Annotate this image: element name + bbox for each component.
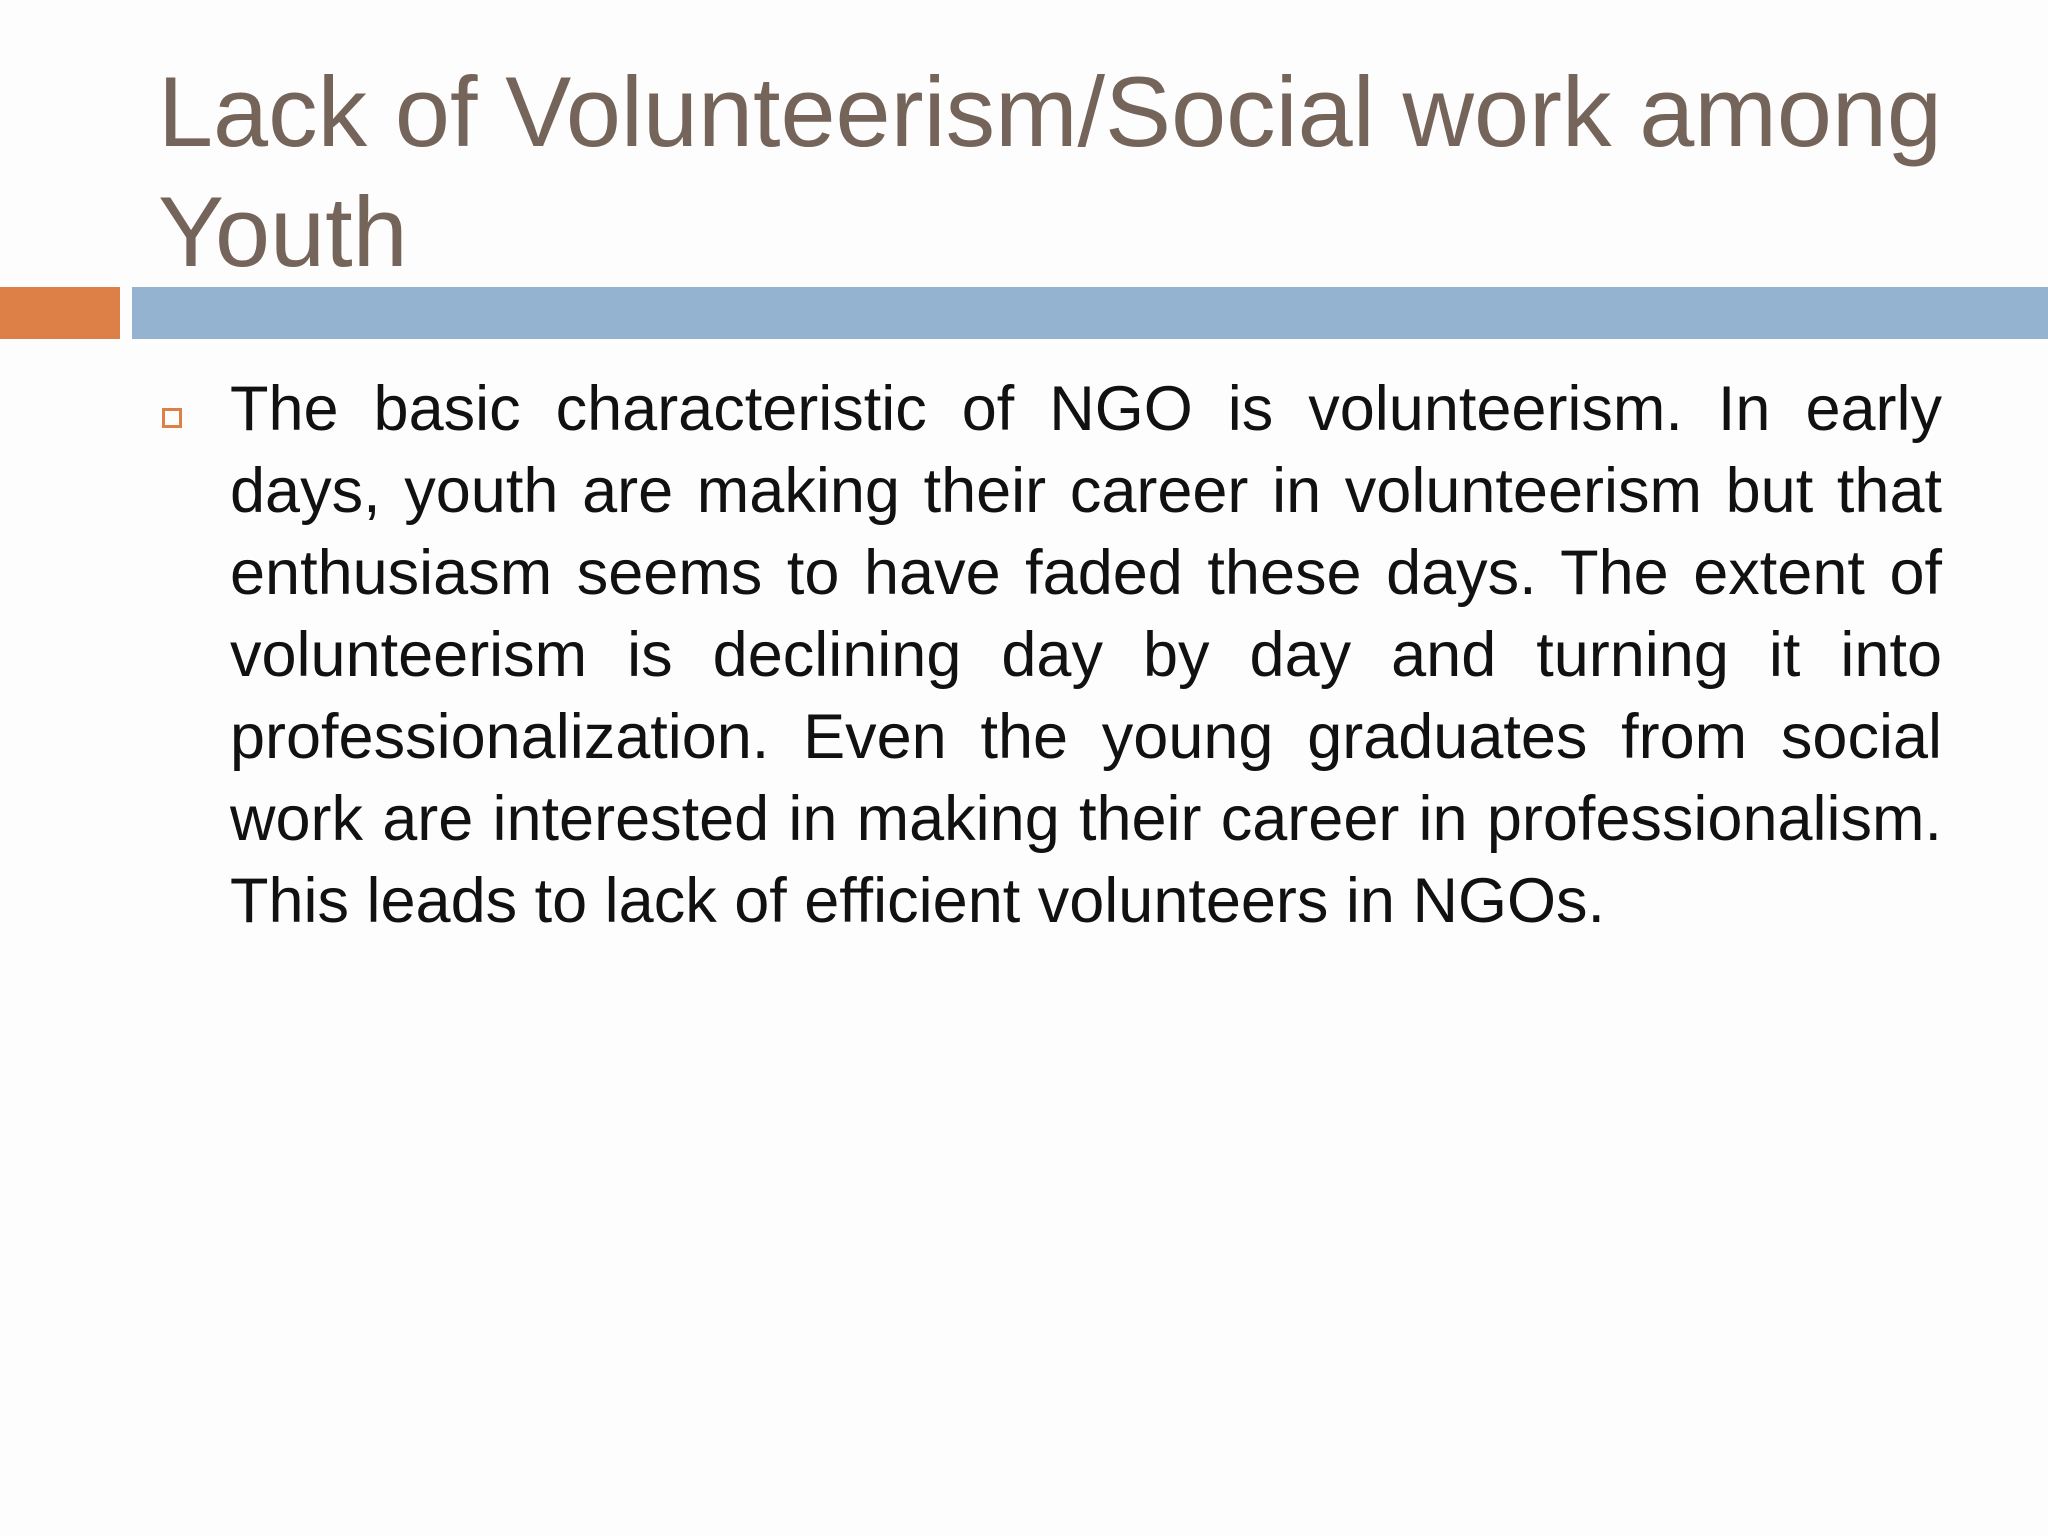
- accent-bar-orange: [0, 287, 120, 339]
- slide-body: [158, 368, 1942, 942]
- bullet-item: [158, 368, 1942, 942]
- bullet-text: The basic characteristic of NGO is volunteerism. In early days, youth are making their career in volunteerism but that enthusiasm seems to have faded these days. The extent of volunteerism is declining day by day and turning it into professionalization. Even the young graduates from social work are interested in making their career in professionalism. This leads to lack of efficient volunteers in NGOs.: [230, 374, 1942, 936]
- accent-bar-blue: [132, 287, 2048, 339]
- slide-title: Lack of Volunteerism/Social work among Youth: [158, 56, 1942, 287]
- square-bullet-icon: [162, 408, 182, 428]
